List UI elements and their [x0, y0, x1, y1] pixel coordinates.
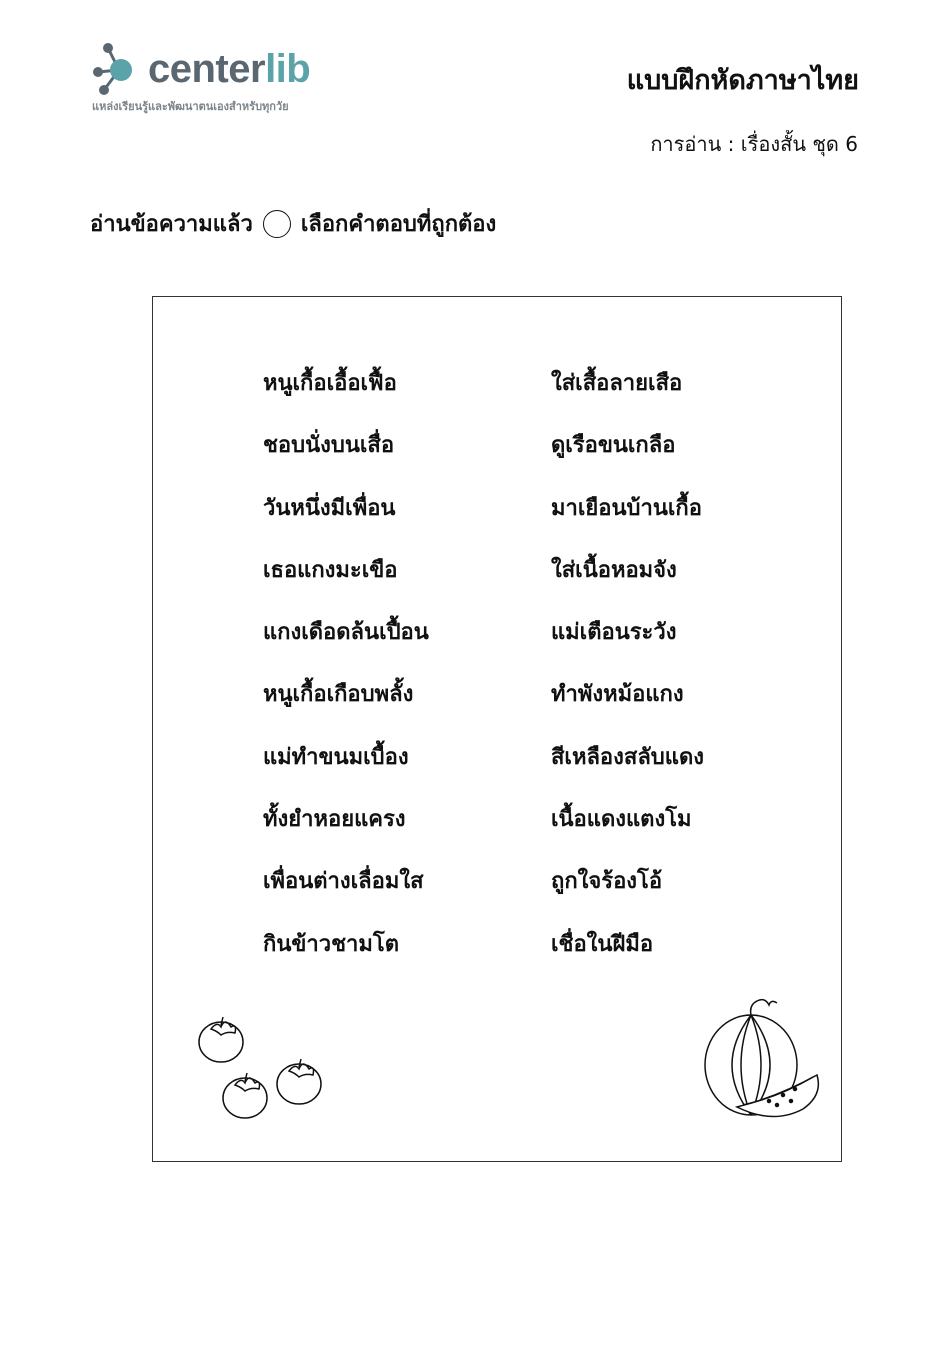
story-line: วันหนึ่งมีเพื่อน	[263, 495, 396, 521]
logo-molecule-icon	[92, 42, 146, 96]
story-line: ใส่เสื้อลายเสือ	[551, 371, 683, 396]
logo-brand-part1: center	[148, 47, 266, 91]
instruction	[90, 206, 496, 241]
page-subtitle: การอ่าน : เรื่องสั้น ชุด 6	[650, 132, 858, 156]
instruction-after: เลือกคำตอบที่ถูกต้อง	[300, 212, 497, 237]
centerlib-logo	[92, 42, 342, 117]
story-line: เธอแกงมะเขือ	[263, 557, 398, 583]
logo-wordmark	[148, 42, 310, 96]
story-line: มาเยือนบ้านเกื้อ	[551, 495, 702, 521]
story-line: สีเหลืองสลับแดง	[551, 744, 704, 770]
story-line: เชื่อในฝีมือ	[551, 931, 654, 957]
story-line: แม่ทำขนมเบื้อง	[263, 744, 409, 770]
watermelon-icon	[699, 997, 829, 1127]
story-left-column	[263, 363, 429, 986]
story-line: ถูกใจร้องโอ้	[551, 869, 663, 895]
tomato-icon	[189, 1009, 329, 1129]
instruction-before: อ่านข้อความแล้ว	[90, 212, 253, 237]
story-line: หนูเกื้อเอื้อเฟื้อ	[263, 371, 397, 396]
story-box	[152, 296, 842, 1162]
story-line: ทั้งยำหอยแครง	[263, 807, 406, 833]
circle-icon	[263, 210, 291, 238]
logo-brand-part2: lib	[265, 47, 311, 91]
story-line: กินข้าวชามโต	[263, 931, 399, 957]
story-line: ดูเรือขนเกลือ	[551, 433, 676, 459]
logo-tagline: แหล่งเรียนรู้และพัฒนาตนเองสำหรับทุกวัย	[92, 100, 289, 113]
story-right-column	[551, 363, 704, 986]
story-line: ใส่เนื้อหอมจัง	[551, 557, 677, 583]
story-line: เนื้อแดงแตงโม	[551, 807, 692, 833]
story-line: หนูเกื้อเกือบพลั้ง	[263, 682, 414, 708]
story-line: แม่เตือนระวัง	[551, 620, 677, 646]
story-line: ชอบนั่งบนเสื่อ	[263, 433, 395, 459]
story-line: ทำพังหม้อแกง	[551, 682, 684, 708]
story-line: แกงเดือดล้นเปื้อน	[263, 620, 429, 646]
story-line: เพื่อนต่างเลื่อมใส	[263, 869, 424, 895]
page-title: แบบฝึกหัดภาษาไทย	[626, 65, 859, 96]
